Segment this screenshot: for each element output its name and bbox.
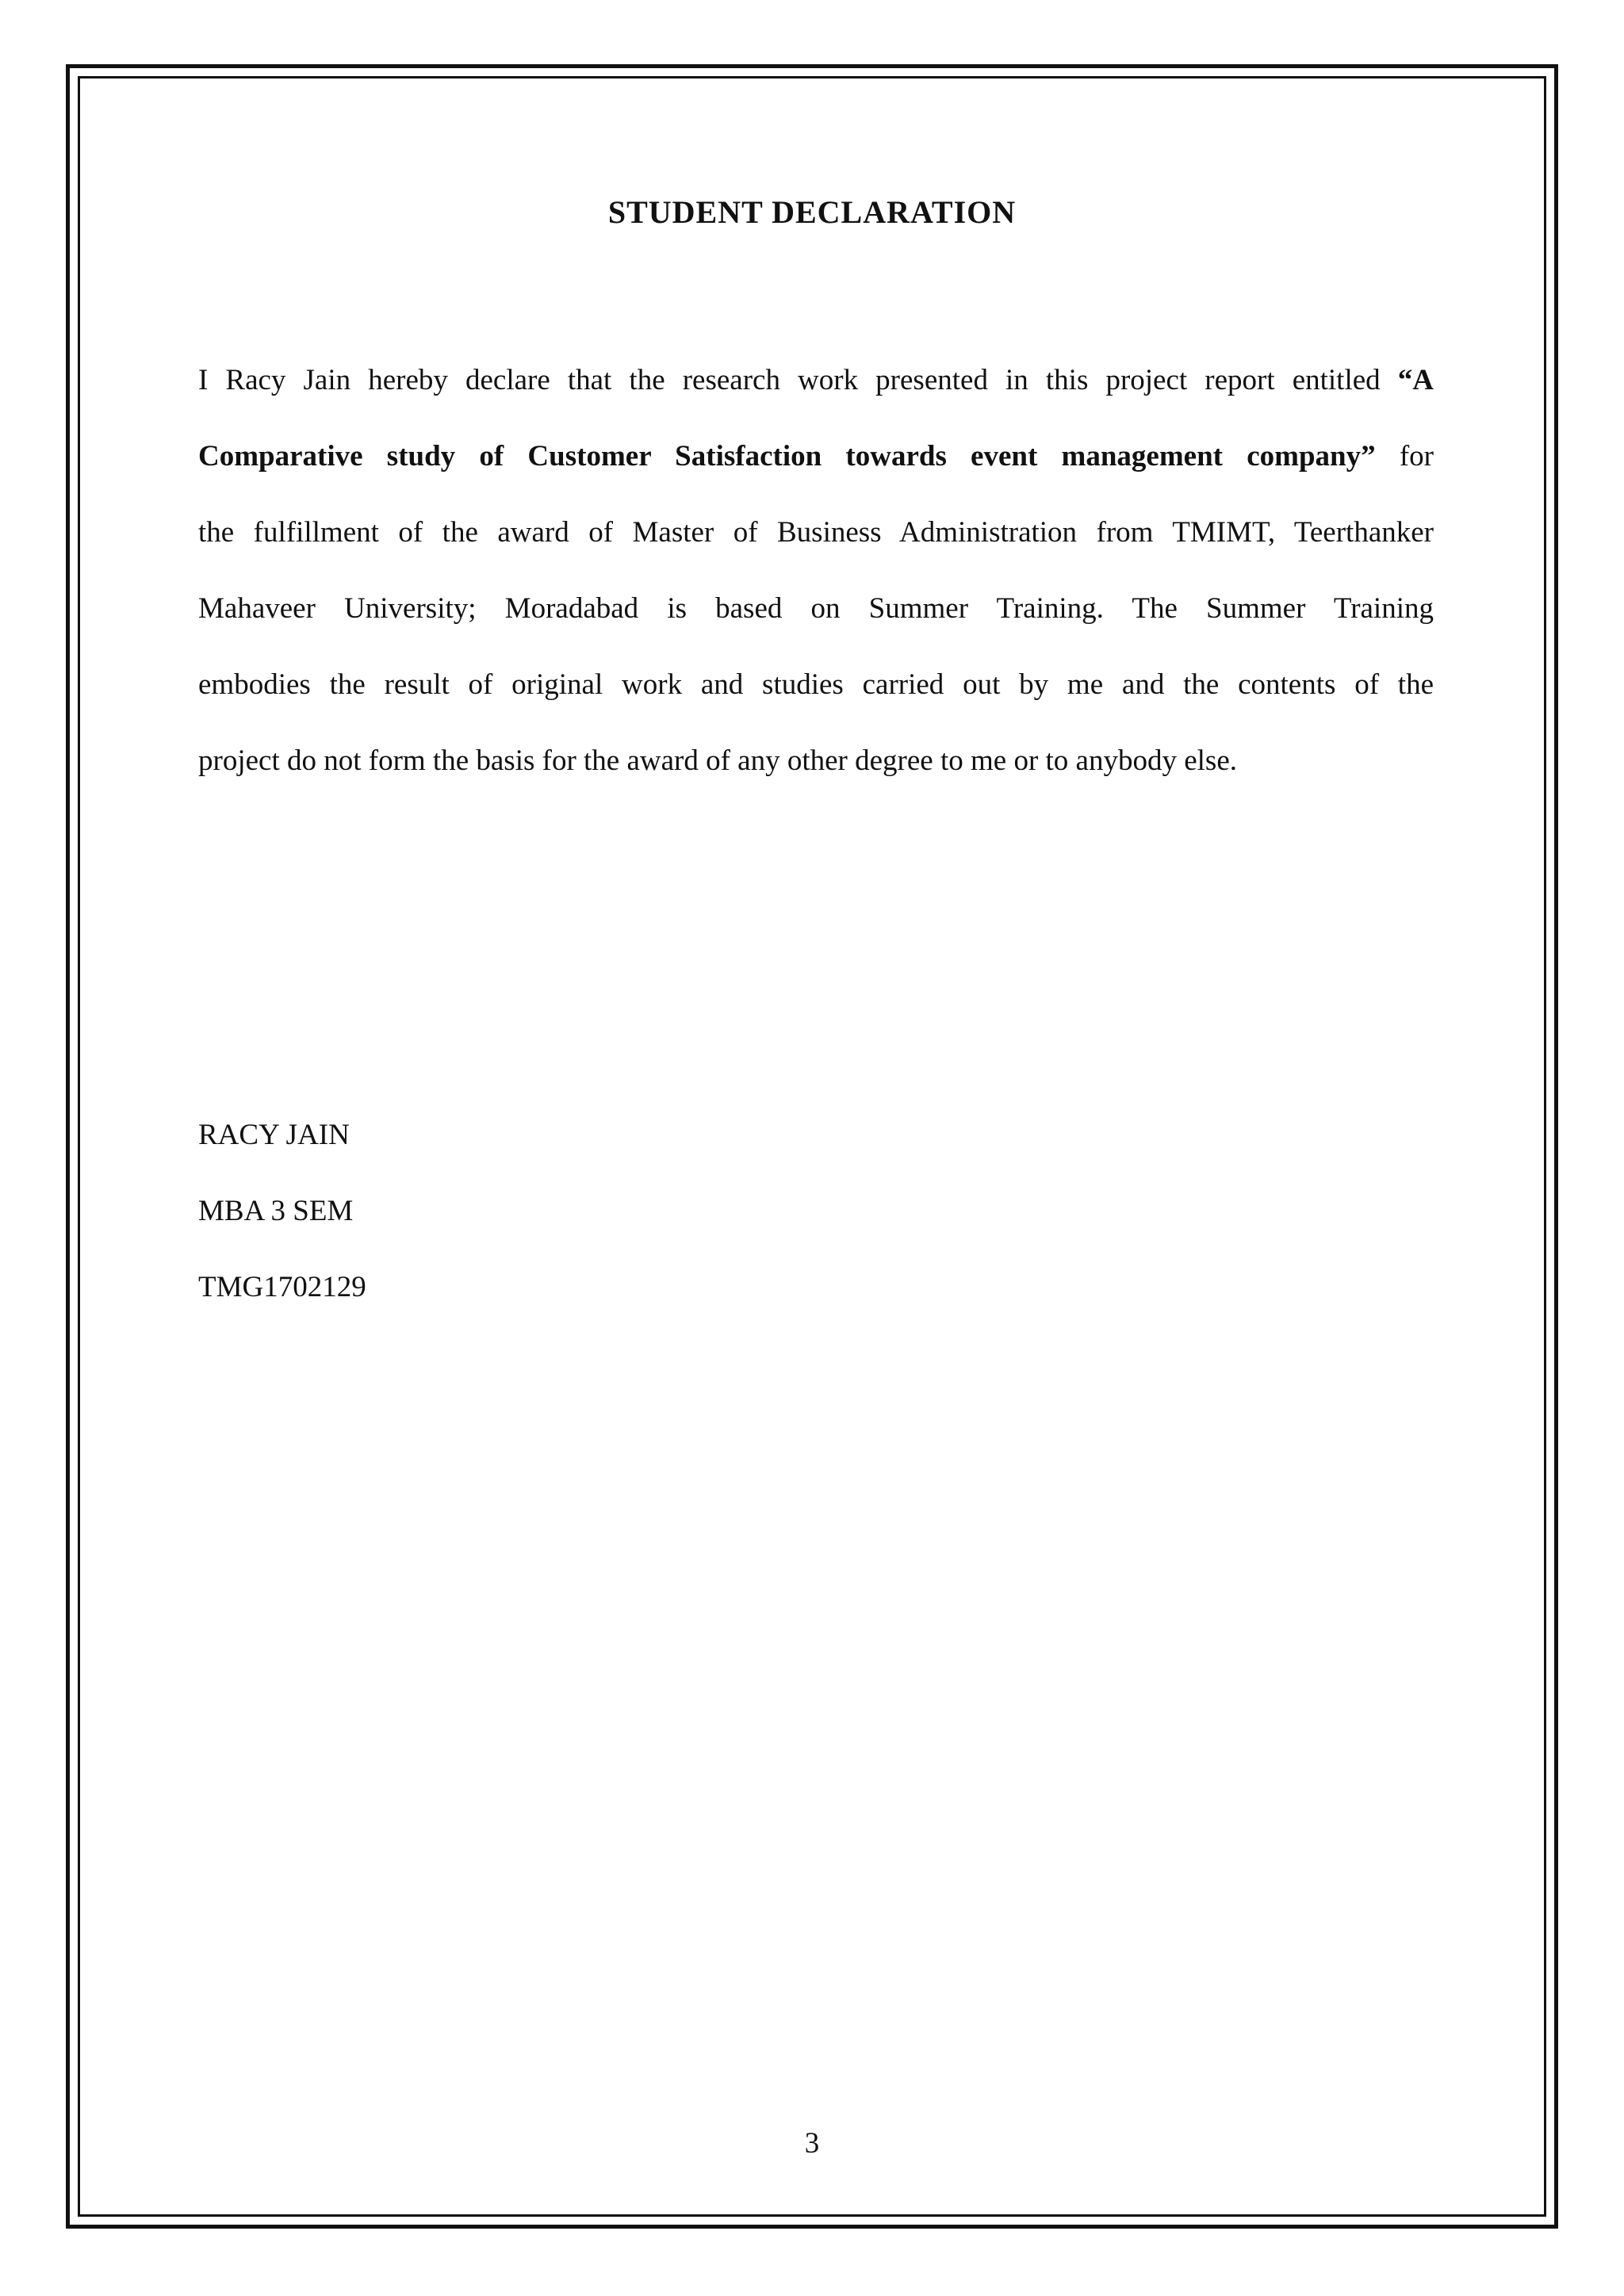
student-roll-number: TMG1702129 [198, 1271, 366, 1303]
paragraph-line-1-text: I Racy Jain hereby declare that the research work presented in this project report entitled [198, 364, 1398, 396]
paragraph-line-2-text: for [1375, 440, 1434, 473]
declaration-paragraph [198, 342, 1434, 799]
page-number: 3 [804, 2127, 820, 2160]
paragraph-line-2 [198, 419, 1434, 495]
paragraph-line-5: embodies the result of original work and studies carried out by me and the contents of the [198, 668, 1434, 701]
student-name: RACY JAIN [198, 1119, 350, 1151]
page-title: STUDENT DECLARATION [607, 194, 1017, 230]
report-title-start: “A [1397, 364, 1434, 396]
paragraph-line-6: project do not form the basis for the award of any other degree to me or to anybody else. [198, 744, 1237, 777]
paragraph-line-3: the fulfillment of the award of Master of Business Administration from TMIMT, Teerthanker [198, 516, 1434, 549]
paragraph-line-4: Mahaveer University; Moradabad is based on Summer Training. The Summer Training [198, 592, 1434, 625]
signature-block [198, 1097, 366, 1326]
report-title-rest: Comparative study of Customer Satisfaction towards event management company” [198, 440, 1376, 473]
student-program: MBA 3 SEM [198, 1195, 354, 1227]
paragraph-line-1 [198, 342, 1434, 419]
